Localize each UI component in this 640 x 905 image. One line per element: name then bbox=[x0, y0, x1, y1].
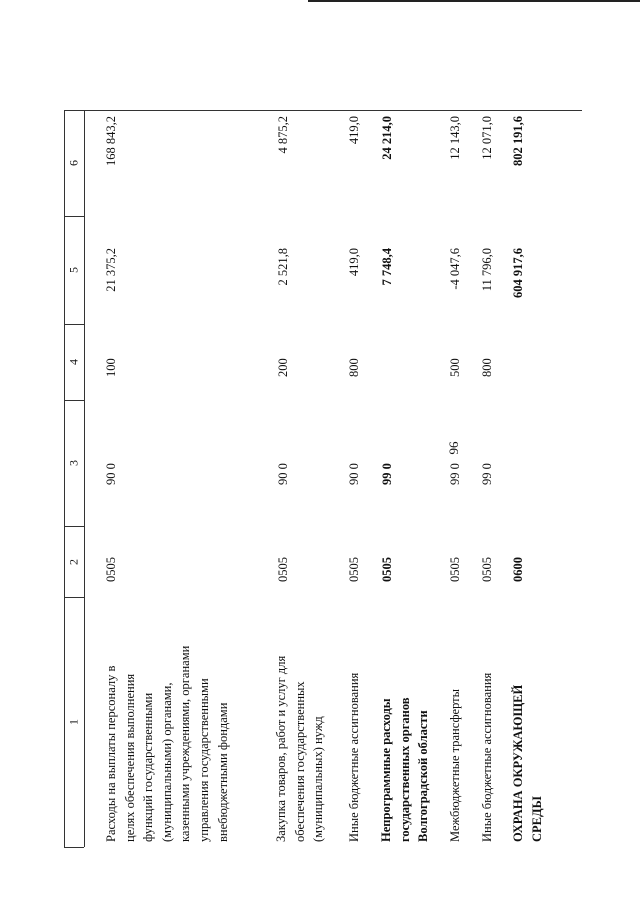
row-1-expense-type: 100 bbox=[104, 358, 118, 377]
row-4-description: Непрограммные расходы государственных органов Волгоградской области bbox=[379, 697, 431, 842]
header-col-4: 4 bbox=[66, 359, 81, 365]
row-6-value-col5: 11 796,0 bbox=[480, 248, 494, 292]
row-4-section-code: 0505 bbox=[380, 557, 394, 582]
header-col-5: 5 bbox=[66, 267, 81, 273]
row-5-value-col6: 12 143,0 bbox=[448, 116, 462, 160]
row-2-target-code: 90 0 bbox=[276, 463, 290, 485]
row-7-value-col5: 604 917,6 bbox=[511, 248, 525, 298]
row-5-target-code: 99 0 bbox=[448, 463, 462, 485]
col-divider-2-3 bbox=[64, 526, 84, 527]
row-3-target-code: 90 0 bbox=[347, 463, 361, 485]
row-1-value-col5: 21 375,2 bbox=[104, 248, 118, 292]
table-bottom-edge bbox=[64, 847, 84, 848]
row-6-description: Иные бюджетные ассигнования bbox=[480, 672, 494, 842]
header-col-1: 1 bbox=[66, 719, 81, 725]
row-5-section-code: 0505 bbox=[448, 557, 462, 582]
page-number: 96 bbox=[446, 441, 461, 455]
row-1-target-code: 90 0 bbox=[104, 463, 118, 485]
table-left-edge bbox=[64, 110, 65, 847]
row-4-value-col5: 7 748,4 bbox=[380, 248, 394, 286]
row-3-section-code: 0505 bbox=[347, 557, 361, 582]
row-4-target-code: 99 0 bbox=[380, 463, 394, 485]
row-1-value-col6: 168 843,2 bbox=[104, 116, 118, 166]
header-col-3: 3 bbox=[66, 460, 81, 466]
row-6-expense-type: 800 bbox=[480, 358, 494, 377]
row-3-description: Иные бюджетные ассигнования bbox=[347, 672, 361, 842]
row-6-section-code: 0505 bbox=[480, 557, 494, 582]
row-4-value-col6: 24 214,0 bbox=[380, 116, 394, 160]
col-divider-1-2 bbox=[64, 597, 84, 598]
row-7-description: ОХРАНА ОКРУЖАЮЩЕЙ СРЕДЫ bbox=[511, 684, 544, 842]
col-divider-4-5 bbox=[64, 324, 84, 325]
row-2-value-col5: 2 521,8 bbox=[276, 248, 290, 286]
row-7-section-code: 0600 bbox=[511, 557, 525, 582]
row-3-value-col5: 419,0 bbox=[347, 248, 361, 277]
header-col-6: 6 bbox=[66, 160, 81, 166]
header-col-2: 2 bbox=[66, 559, 81, 565]
row-5-description: Межбюджетные трансферты bbox=[448, 688, 462, 842]
col-divider-5-6 bbox=[64, 216, 84, 217]
col-divider-3-4 bbox=[64, 400, 84, 401]
row-2-expense-type: 200 bbox=[276, 358, 290, 377]
row-6-target-code: 99 0 bbox=[480, 463, 494, 485]
row-6-value-col6: 12 071,0 bbox=[480, 116, 494, 160]
row-3-expense-type: 800 bbox=[347, 358, 361, 377]
header-band-edge bbox=[84, 110, 85, 847]
row-7-value-col6: 802 191,6 bbox=[511, 116, 525, 166]
row-3-value-col6: 419,0 bbox=[347, 116, 361, 145]
row-5-value-col5: -4 047,6 bbox=[448, 248, 462, 290]
row-1-description: Расходы на выплаты персоналу в целях обеспечения выполнения функций государственными (муниципальными) органами, казенными учреждениями, органами управления государственными внебюджетными фондами bbox=[104, 645, 230, 842]
row-2-value-col6: 4 875,2 bbox=[276, 116, 290, 154]
row-2-section-code: 0505 bbox=[276, 557, 290, 582]
row-1-section-code: 0505 bbox=[104, 557, 118, 582]
row-5-expense-type: 500 bbox=[448, 358, 462, 377]
table-top-edge bbox=[64, 110, 582, 111]
row-2-description: Закупка товаров, работ и услуг для обеспечения государственных (муниципальных) нужд bbox=[274, 655, 326, 842]
